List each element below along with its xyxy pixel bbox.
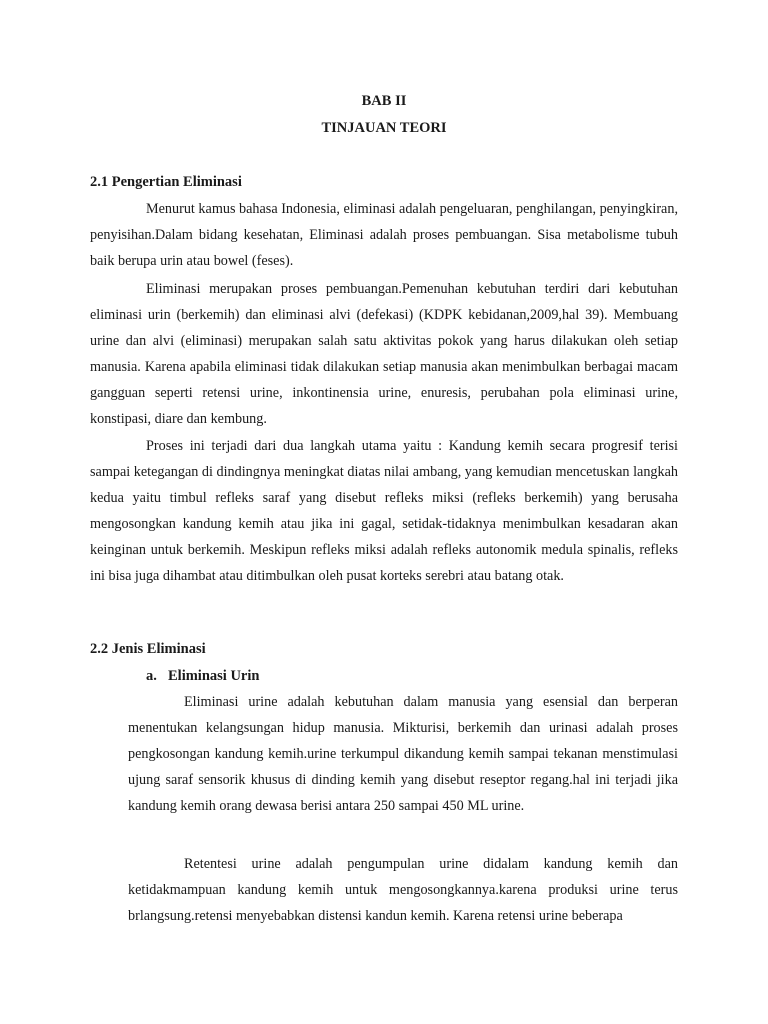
paragraph-eliminasi-urin-2: Retentesi urine adalah pengumpulan urine didalam kandung kemih dan ketidakmampuan kandung kemih untuk mengosongkannya.karena produksi urine terus brlangsung.retensi menyebabkan distensi kandun kemih. Karena retensi urine beberapa <box>128 856 678 924</box>
paragraph-eliminasi-urin-1: Eliminasi urine adalah kebutuhan dalam manusia yang esensial dan berperan menentukan kelangsungan hidup manusia. Mikturisi, berkemih dan urinasi adalah proses pengkosongan kandung kemih.urine terkumpul dikandung kemih sampai tekanan menstimulasi ujung saraf sensorik khusus di dinding kemih yang disebut reseptor regang.hal ini terjadi jika kandung kemih orang dewasa berisi antara 250 sampai 450 ML urine. <box>128 694 678 814</box>
subsection-title: Eliminasi Urin <box>168 668 260 684</box>
paragraph-pengertian-1: Menurut kamus bahasa Indonesia, eliminasi adalah pengeluaran, penghilangan, penyingkiran, penyisihan.Dalam bidang kesehatan, Eliminasi adalah proses pembuangan. Sisa metabolisme tubuh baik berupa urin atau bowel (feses). <box>90 201 678 269</box>
paragraph-pengertian-2: Eliminasi merupakan proses pembuangan.Pemenuhan kebutuhan terdiri dari kebutuhan eliminasi urin (berkemih) dan eliminasi alvi (defekasi) (KDPK kebidanan,2009,hal 39). Membuang urine dan alvi (eliminasi) merupakan salah satu aktivitas pokok yang harus dilakukan oleh setiap manusia. Karena apabila eliminasi tidak dilakukan setiap manusia akan menimbulkan berbagai macam gangguan seperti retensi urine, inkontinensia urine, enuresis, perubahan pola eliminasi urine, konstipasi, diare dan kembung. <box>90 281 678 427</box>
paragraph-pengertian-3: Proses ini terjadi dari dua langkah utama yaitu : Kandung kemih secara progresif terisi sampai ketegangan di dindingnya meningkat diatas nilai ambang, yang kemudian mencetuskan langkah kedua yaitu timbul refleks saraf yang disebut refleks miksi (refleks berkemih) yang berusaha mengosongkan kandung kemih atau jika ini gagal, setidak-tidaknya menimbulkan kesadaran akan keinginan untuk berkemih. Meskipun refleks miksi adalah refleks autonomik medula spinalis, refleks ini bisa juga dihambat atau ditimbulkan oleh pusat korteks serebri atau batang otak. <box>90 438 678 584</box>
chapter-number: BAB II <box>361 93 407 109</box>
section-heading-2-1: 2.1 Pengertian Eliminasi <box>90 174 242 190</box>
chapter-title: TINJAUAN TEORI <box>321 120 447 136</box>
section-heading-2-2: 2.2 Jenis Eliminasi <box>90 641 206 657</box>
subsection-heading-eliminasi-urin <box>146 668 259 685</box>
subsection-label: a. <box>146 668 157 684</box>
